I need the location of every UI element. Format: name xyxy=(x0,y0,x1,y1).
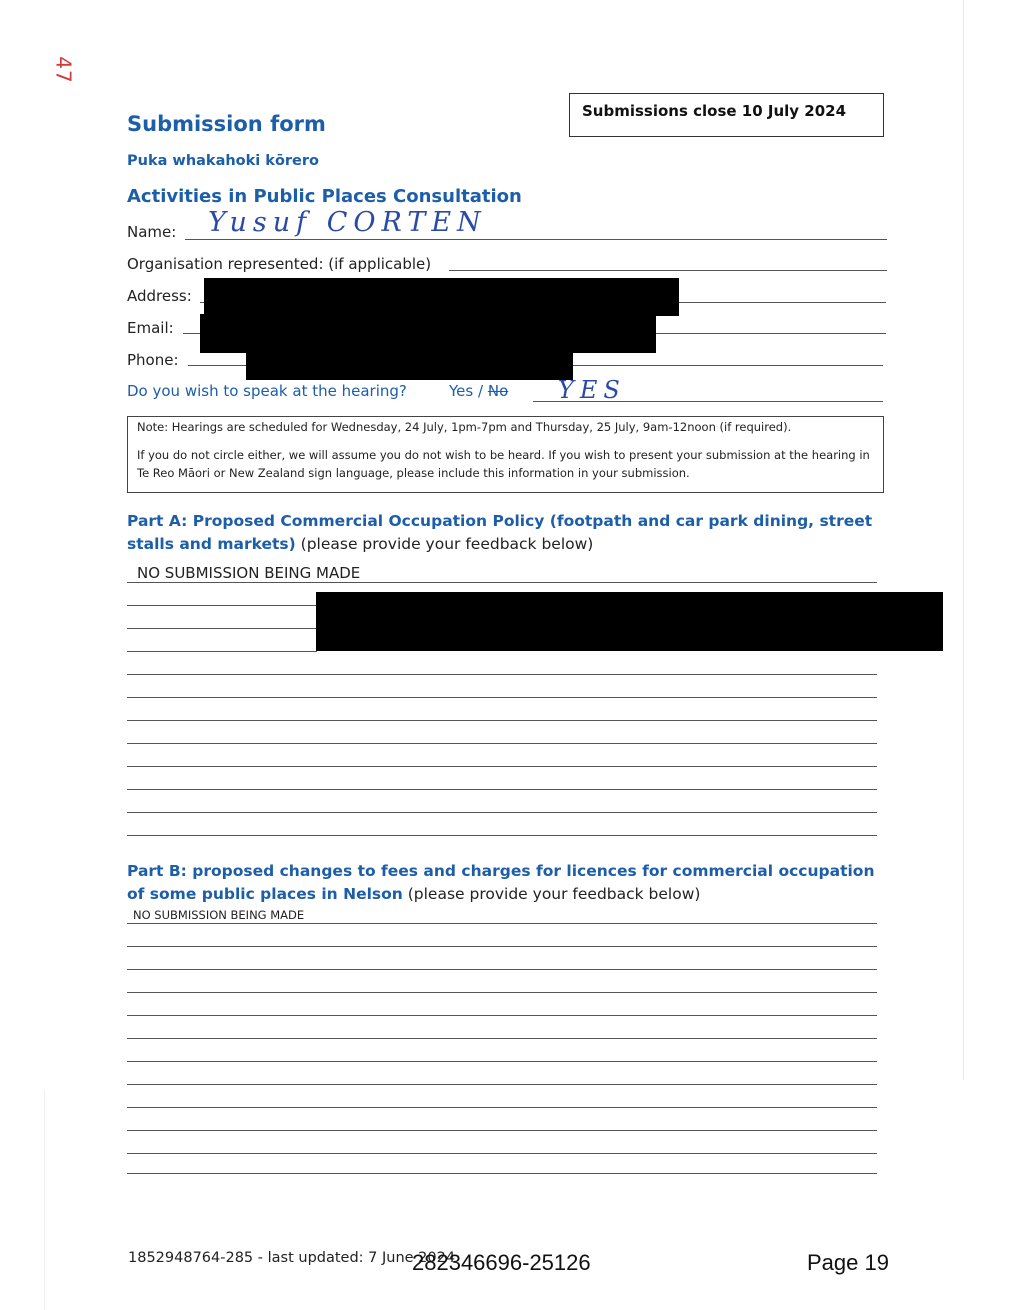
part-b-answer[interactable]: NO SUBMISSION BEING MADE xyxy=(133,908,305,922)
name-label: Name: xyxy=(127,223,177,241)
hearing-note-instructions: If you do not circle either, we will assume you do not wish to be heard. If you wish to present your submission at the hearing in Te Reo Māori or New Zealand sign language, please include this information in your submission. xyxy=(137,448,870,480)
speak-options xyxy=(449,382,508,400)
speak-answer[interactable]: YES xyxy=(558,376,626,404)
speak-question: Do you wish to speak at the hearing? xyxy=(127,382,407,400)
speak-option-separator: / xyxy=(478,382,484,400)
name-value[interactable]: Yusuf CORTEN xyxy=(208,207,487,238)
part-b-line[interactable] xyxy=(127,1173,877,1174)
organisation-line[interactable] xyxy=(449,270,887,271)
part-a-line[interactable] xyxy=(127,605,317,606)
close-notice-box xyxy=(569,93,884,137)
page-edge-right xyxy=(963,0,964,1080)
hearing-note-box xyxy=(127,416,884,493)
part-a-line[interactable] xyxy=(127,720,877,721)
hearing-note-dates: Note: Hearings are scheduled for Wednesday, 24 July, 1pm-7pm and Thursday, 25 July, 9am-12noon (if required). xyxy=(137,420,792,434)
close-notice: Submissions close 10 July 2024 xyxy=(582,102,847,120)
part-b-line[interactable] xyxy=(127,946,877,947)
footer-reference: 1852948764-285 - last updated: 7 June 2024 xyxy=(128,1250,456,1266)
part-b-line[interactable] xyxy=(127,923,877,924)
redaction-block-phone xyxy=(246,350,573,380)
redaction-block-address xyxy=(204,278,679,316)
part-a-line[interactable] xyxy=(127,628,317,629)
part-b-line[interactable] xyxy=(127,1107,877,1108)
part-a-heading xyxy=(127,510,887,556)
part-a-line[interactable] xyxy=(127,743,877,744)
part-b-line[interactable] xyxy=(127,1061,877,1062)
address-label: Address: xyxy=(127,287,192,305)
phone-label: Phone: xyxy=(127,351,179,369)
part-a-answer[interactable]: NO SUBMISSION BEING MADE xyxy=(137,564,361,582)
email-label: Email: xyxy=(127,319,174,337)
part-b-heading xyxy=(127,860,887,906)
consultation-heading: Activities in Public Places Consultation xyxy=(127,186,522,207)
part-b-line[interactable] xyxy=(127,1153,877,1154)
form-title: Submission form xyxy=(127,112,326,136)
form-subtitle: Puka whakahoki kōrero xyxy=(127,153,320,169)
page-edge-left xyxy=(44,1090,45,1310)
part-a-line[interactable] xyxy=(127,766,877,767)
part-b-line[interactable] xyxy=(127,969,877,970)
part-a-title: Part A: Proposed Commercial Occupation Policy (footpath and car park dining, street stalls and markets) xyxy=(127,512,873,553)
redaction-block-email xyxy=(200,314,656,353)
organisation-label: Organisation represented: (if applicable) xyxy=(127,255,432,273)
part-b-title: Part B: proposed changes to fees and charges for licences for commercial occupation of some public places in Nelson xyxy=(127,862,875,903)
speak-option-no[interactable]: No xyxy=(487,382,509,400)
part-a-instruction: (please provide your feedback below) xyxy=(295,535,594,553)
part-b-line[interactable] xyxy=(127,1084,877,1085)
footer-page-number: Page 19 xyxy=(807,1250,889,1275)
part-b-line[interactable] xyxy=(127,992,877,993)
speak-option-yes[interactable]: Yes xyxy=(449,382,474,400)
part-a-line[interactable] xyxy=(127,582,877,583)
redaction-block-part-a xyxy=(316,592,943,651)
part-a-line[interactable] xyxy=(127,697,877,698)
part-b-line[interactable] xyxy=(127,1038,877,1039)
footer-document-id: 282346696-25126 xyxy=(412,1250,591,1275)
part-b-instruction: (please provide your feedback below) xyxy=(402,885,701,903)
part-a-line[interactable] xyxy=(127,835,877,836)
part-a-line[interactable] xyxy=(127,812,877,813)
page-stamp-number: 47 xyxy=(51,56,76,84)
part-b-line[interactable] xyxy=(127,1130,877,1131)
name-line xyxy=(185,239,887,240)
part-a-line[interactable] xyxy=(127,674,877,675)
part-a-line[interactable] xyxy=(127,789,877,790)
part-b-line[interactable] xyxy=(127,1015,877,1016)
part-a-line[interactable] xyxy=(127,651,317,652)
